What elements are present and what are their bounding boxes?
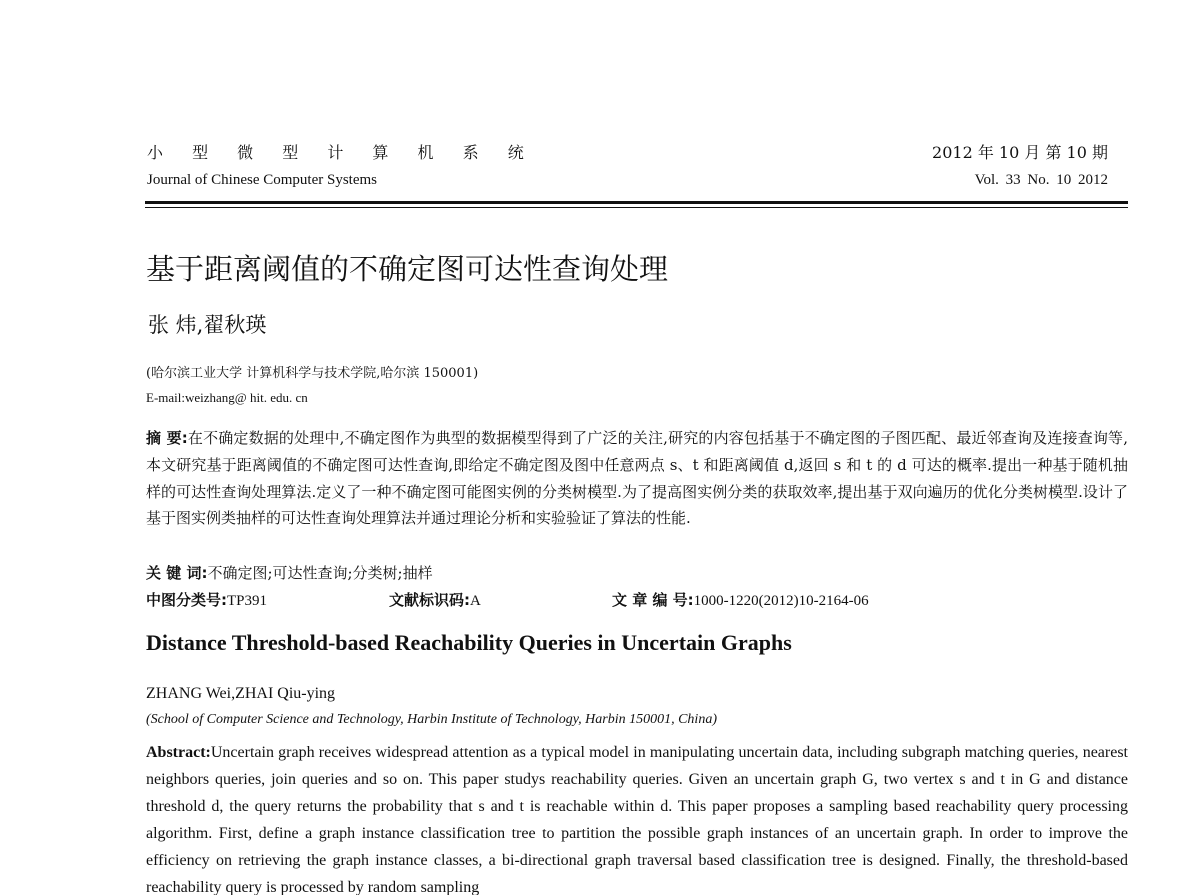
paper-title-cn: 基于距离阈值的不确定图可达性查询处理: [146, 252, 669, 286]
abstract-cn: [146, 425, 1128, 532]
authors-cn: 张 炜,翟秋瑛: [148, 313, 267, 337]
clc-value: TP391: [227, 593, 268, 609]
doc-code-value: A: [470, 593, 481, 609]
article-id-value: 1000-1220(2012)10-2164-06: [693, 593, 869, 609]
issue-volume-en: Vol. 33 No. 10 2012: [974, 172, 1108, 188]
abstract-cn-text: 在不确定数据的处理中,不确定图作为典型的数据模型得到了广泛的关注,研究的内容包括基于不确定图的子图匹配、最近邻查询及连接查询等,本文研究基于距离阈值的不确定图可达性查询,即给定不确定图及图中任意两点 s、t 和距离阈值 d,返回 s 和 t 的 d 可达的概率.提出一种基于随机抽样的可达性查询处理算法.定义了一种不确定图可能图实例的分类树模型.为了提高图实例分类的获取效率,提出基于双向遍历的优化分类树模型.设计了基于图实例类抽样的可达性查询处理算法并通过理论分析和实验验证了算法的性能.: [146, 429, 1128, 528]
journal-name-en: Journal of Chinese Computer Systems: [147, 172, 377, 188]
header-rule-thin: [145, 207, 1128, 208]
doc-code-label: 文献标识码:: [389, 591, 470, 609]
journal-header: [147, 142, 647, 190]
issue-date-cn: 2012 年 10 月 第 10 期: [932, 143, 1108, 162]
journal-name-cn: 小 型 微 型 计 算 机 系 统: [147, 143, 536, 162]
paper-title-en: Distance Threshold-based Reachability Queries in Uncertain Graphs: [146, 630, 792, 655]
article-id-label: 文 章 编 号:: [612, 591, 694, 609]
clc-label: 中图分类号:: [146, 591, 227, 609]
issue-info: [788, 142, 1108, 190]
article-id: [612, 589, 869, 612]
affiliation-en: (School of Computer Science and Technology, Harbin Institute of Technology, Harbin 150001, China): [146, 712, 717, 727]
header-rule-thick: [145, 201, 1128, 204]
keywords-text: 不确定图;可达性查询;分类树;抽样: [207, 564, 433, 582]
abstract-cn-label: 摘 要:: [146, 429, 188, 447]
author-email: E-mail:weizhang@ hit. edu. cn: [146, 390, 308, 405]
keywords-cn: [146, 562, 433, 584]
keywords-label: 关 键 词:: [146, 564, 208, 582]
abstract-en-label: Abstract:: [146, 744, 211, 761]
abstract-en-text: Uncertain graph receives widespread attention as a typical model in manipulating uncertain data, including subgraph matching queries, nearest neighbors queries, join queries and so on. This paper studys reachability queries. Given an uncertain graph G, two vertex s and t in G and distance threshold d, the query returns the probability that s and t is reachable within d. This paper proposes a sampling based reachability query processing algorithm. First, define a graph instance classification tree to partition the possible graph instances of an uncertain graph. In order to improve the efficiency on retrieving the graph instance classes, a bi-directional graph traversal based classification tree is designed. Finally, the threshold-based reachability query is processed by random sampling: [146, 744, 1128, 895]
document-code: [389, 589, 481, 612]
affiliation-cn: (哈尔滨工业大学 计算机科学与技术学院,哈尔滨 150001): [146, 366, 479, 381]
clc-number: [146, 589, 267, 612]
authors-en: ZHANG Wei,ZHAI Qiu-ying: [146, 685, 336, 702]
abstract-en: [146, 739, 1128, 895]
